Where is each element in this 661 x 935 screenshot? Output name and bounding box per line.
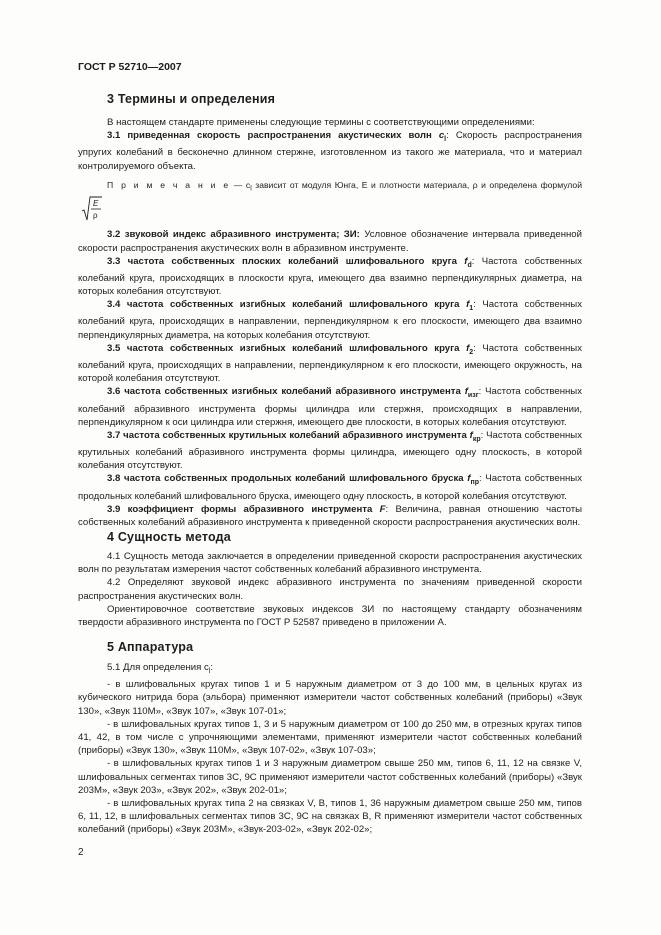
document-header: ГОСТ Р 52710—2007 (78, 61, 182, 73)
para-5-1: 5.1 Для определения $c_l$: (107, 662, 214, 675)
term-3-7: 3.7 частота собственных крутильных колебаний абразивного инструмента $f_{кр}$: Частота собственных крутильных колебаний абразивного инструмента формы цилиндра, имеющего одну плоскость, в которой колебания отсутствуют. (78, 429, 583, 472)
para-4-1: 4.1 Сущность метода заключается в определении приведенной скорости распространения акустических волн по результатам измерения частот собственных колебаний абразивного инструмента. (78, 551, 582, 576)
note-3-1: П р и м е ч а н и е — $c_l$ зависит от модуля Юнга, E и плотности материала, ρ и определена формулой E ρ (78, 178, 582, 223)
section-5-title: 5 Аппаратура (107, 640, 194, 654)
section-3-intro: В настоящем стандарте применены следующие термины с соответствующими определениями: (107, 117, 535, 128)
list-item-5-1-c: - в шлифовальных кругах типов 1 и 3 наружным диаметром свыше 250 мм, типов 6, 11, 12 на связке V, шлифовальных сегментах типов 3С, 9С применяют измерители частот собственных колебаний (приборы) «Звук 203М», «Звук 203», «Звук 202», «Звук 202-01»; (78, 758, 582, 796)
term-3-9: 3.9 коэффициент формы абразивного инструмента F: Величина, равная отношению частоты собственных колебаний абразивного инструмента к приведенной скорости распространения акустических волн. (78, 503, 583, 528)
svg-text:ρ: ρ (93, 211, 98, 221)
section-4-body (78, 550, 582, 629)
term-3-6: 3.6 частота собственных изгибных колебаний абразивного инструмента $f_{изг}$: Частота собственных колебаний абразивного инструмента формы цилиндра или стержня, происходящих в направлении, перпендикулярном к оси цилиндра или стержня, имеющего две плоскости, в которых колебания отсутствуют. (78, 386, 582, 428)
page-number: 2 (78, 847, 84, 858)
section-3-body (78, 116, 582, 529)
para-4-3: Ориентировочное соответствие звуковых индексов ЗИ по настоящему стандарту обозначениям твердости абразивного инструмента по ГОСТ Р 52587 приведено в приложении А. (78, 603, 582, 629)
list-item-5-1-b: - в шлифовальных кругах типов 1, 3 и 5 наружным диаметром от 100 до 250 мм, в отрезных кругах типов 41, 42, в том числе с упрочняющими элементами, применяют измерители частот собственных колебаний (приборы) «Звук 130», «Звук 110М», «Звук 107-02», «Звук 107-03»; (78, 718, 582, 757)
svg-text:E: E (93, 199, 99, 209)
sqrt-formula (81, 196, 103, 222)
term-3-2: 3.2 звуковой индекс абразивного инструмента; ЗИ: Условное обозначение интервала приведенной скорости распространения акустических волн в абразивном инструменте. (78, 229, 582, 254)
term-3-5: 3.5 частота собственных изгибных колебаний шлифовального круга $f_2$: Частота собственных колебаний круга, происходящих в направлении, перпендикулярном к его плоскости, имеющего окружность, на которой колебания отсутствуют. (78, 342, 582, 385)
term-3-4: 3.4 частота собственных изгибных колебаний шлифовального круга $f_1$: Частота собственных колебаний круга, происходящих в направлении, перпендикулярном к его плоскости, имеющего два взаимно перпендикулярных диаметра, на которых колебания отсутствуют. (78, 299, 582, 341)
section-3-title: 3 Термины и определения (107, 92, 276, 106)
section-4-title: 4 Сущность метода (107, 530, 231, 544)
term-3-3: 3.3 частота собственных плоских колебаний шлифовального круга $f_d$: Частота собственных колебаний круга, происходящих в плоскости круга, имеющего два взаимно перпендикулярных диаметра, на которых колебания отсутствуют. (78, 255, 582, 298)
list-item-5-1-a: - в шлифовальных кругах типов 1 и 5 наружным диаметром от 3 до 100 мм, в цельных кругах из кубического нитрида бора (эльбора) применяют измерители частот собственных колебаний (приборы) «Звук 130», «Звук 110М», «Звук 107», «Звук 107-01»; (78, 679, 582, 717)
list-item-5-1-d: - в шлифовальных кругах типа 2 на связках V, B, типов 1, 36 наружным диаметром свыше 250 мм, типов 6, 11, 12, в шлифовальных сегментах типов 3С, 9С на связках B, R применяют измерители частот собственных колебаний (приборы) «Звук 203М», «Звук-203-02», «Звук 202-02»; (78, 797, 582, 836)
term-3-1: 3.1 приведенная скорость распространения акустических волн $c_l$: Скорость распространения упругих колебаний в бесконечно длинном стержне, изготовленном из такого же материала, что и материал контролируемого объекта. (78, 130, 583, 172)
term-3-8: 3.8 частота собственных продольных колебаний шлифовального бруска $f_{пр}$: Частота собственных продольных колебаний шлифовального бруска, имеющего одну плоскость, в которой колебания отсутствуют. (78, 473, 582, 502)
para-4-2: 4.2 Определяют звуковой индекс абразивного инструмента по значениям приведенной скорости распространения акустических волн. (78, 577, 582, 602)
section-5-body (78, 661, 582, 837)
